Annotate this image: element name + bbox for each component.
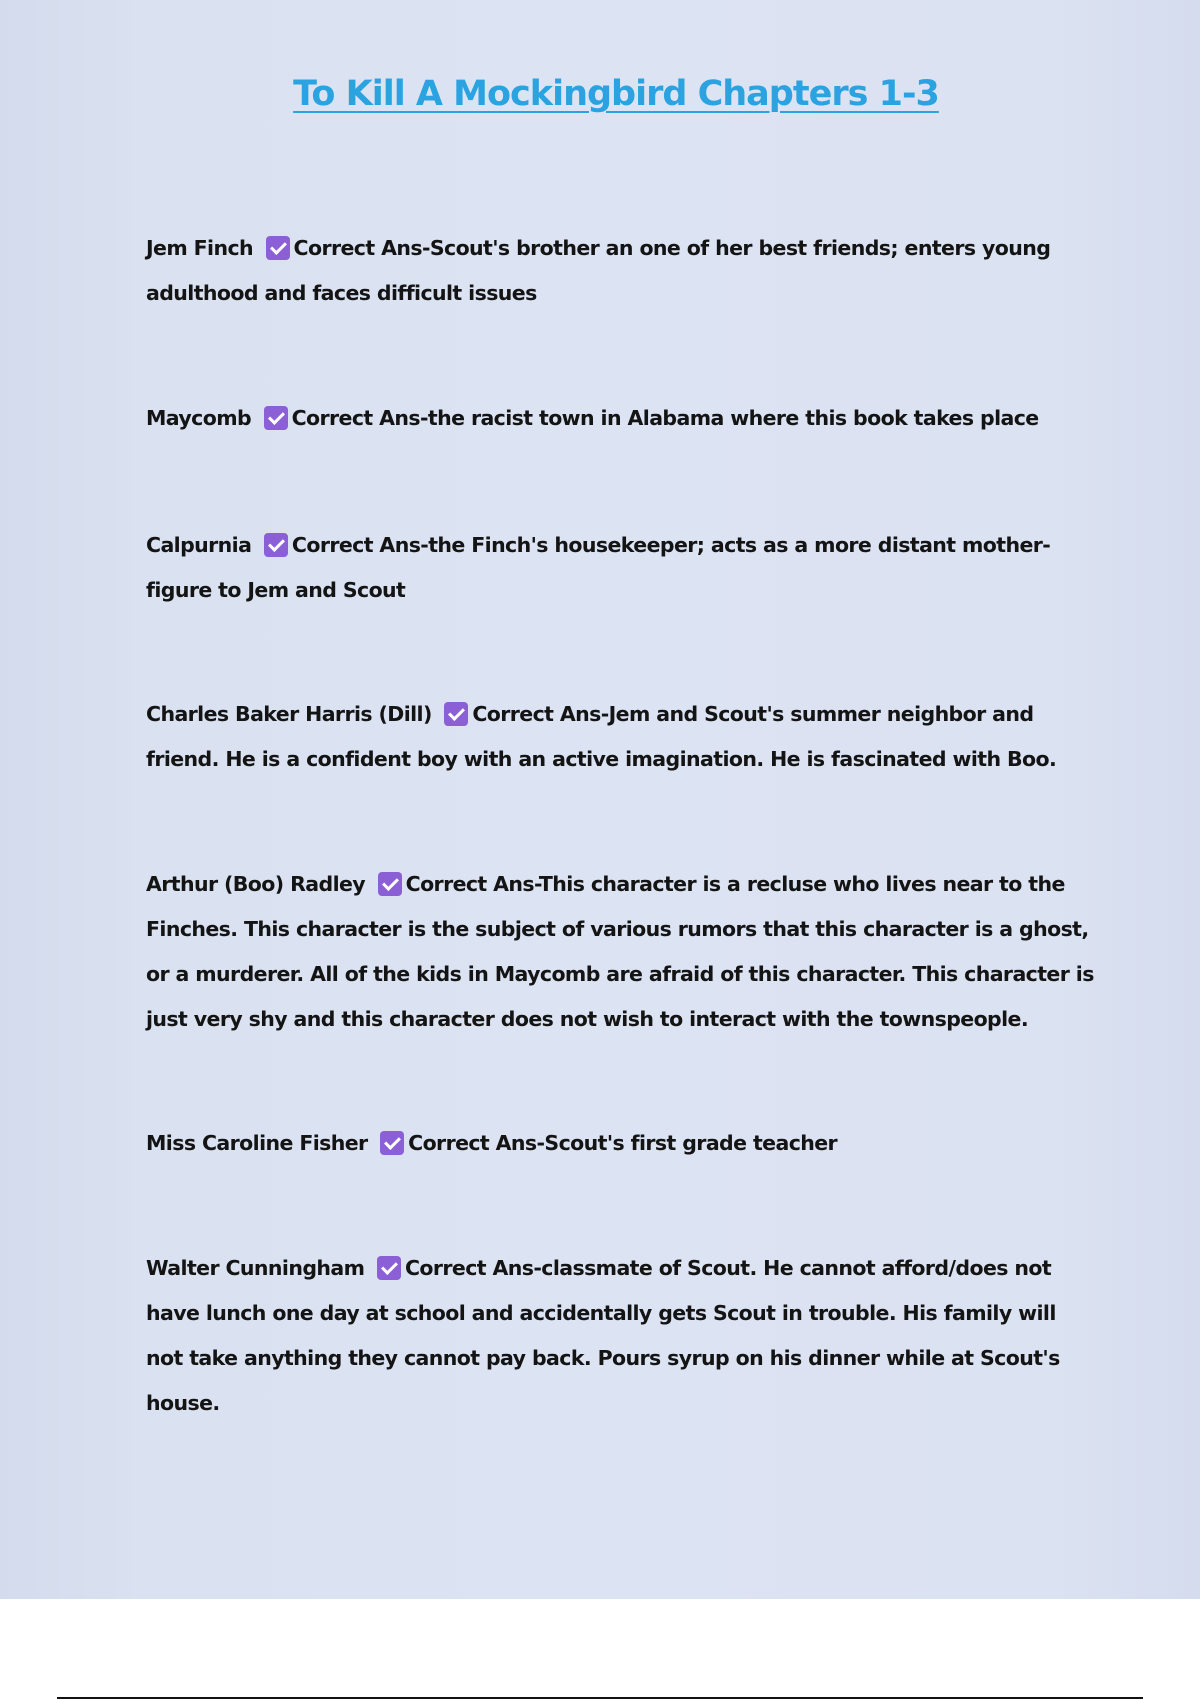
page-title-text: To Kill A Mockingbird Chapters 1-3	[293, 74, 939, 114]
entry-answer: Correct Ans-This character is a recluse who lives near to the Finches. This character is the subject of various rumors that this character is a ghost, or a murderer. All of the kids in Maycomb are afraid of this character. This character is just very shy and this character does not wish to interact with the townspeople.	[146, 872, 1094, 1031]
checkbox-checked-icon	[264, 406, 288, 430]
entry-walter-cunningham	[146, 1246, 1096, 1426]
checkbox-checked-icon	[444, 702, 468, 726]
entry-answer: Correct Ans-Scout's brother an one of her best friends; enters young adulthood and faces difficult issues	[146, 236, 1051, 305]
entry-term: Jem Finch	[146, 236, 253, 260]
entry-jem-finch	[146, 226, 1096, 316]
entry-term: Maycomb	[146, 406, 252, 430]
entry-term: Charles Baker Harris (Dill)	[146, 702, 432, 726]
entry-answer: Correct Ans-classmate of Scout. He cannot afford/does not have lunch one day at school and accidentally gets Scout in trouble. His family will not take anything they cannot pay back. Pours syrup on his dinner while at Scout's house.	[146, 1256, 1060, 1415]
footer-divider	[57, 1697, 1143, 1699]
entry-answer: Correct Ans-the racist town in Alabama where this book takes place	[291, 406, 1039, 430]
entry-term: Arthur (Boo) Radley	[146, 872, 366, 896]
entry-answer: Correct Ans-Jem and Scout's summer neighbor and friend. He is a confident boy with an active imagination. He is fascinated with Boo.	[146, 702, 1057, 771]
entry-term: Miss Caroline Fisher	[146, 1131, 368, 1155]
entry-term: Calpurnia	[146, 533, 252, 557]
entry-term: Walter Cunningham	[146, 1256, 365, 1280]
entry-answer: Correct Ans-the Finch's housekeeper; acts as a more distant mother-figure to Jem and Scout	[146, 533, 1051, 602]
checkbox-checked-icon	[377, 1256, 401, 1280]
checkbox-checked-icon	[380, 1131, 404, 1155]
entry-miss-caroline	[146, 1121, 1096, 1166]
checkbox-checked-icon	[378, 872, 402, 896]
entry-calpurnia	[146, 523, 1096, 613]
checkbox-checked-icon	[266, 236, 290, 260]
entry-boo-radley	[146, 862, 1096, 1042]
checkbox-checked-icon	[264, 533, 288, 557]
entry-dill	[146, 692, 1096, 782]
entry-maycomb	[146, 396, 1096, 441]
entry-answer: Correct Ans-Scout's first grade teacher	[408, 1131, 838, 1155]
page-title	[0, 74, 1200, 114]
